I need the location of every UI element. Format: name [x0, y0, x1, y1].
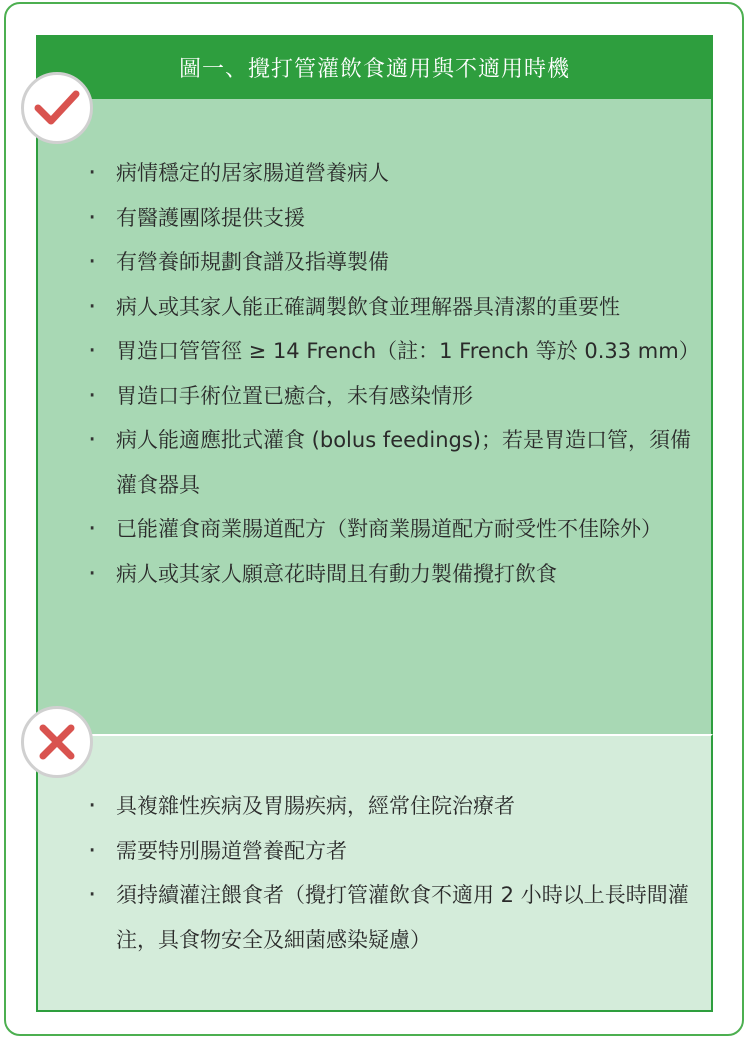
unsuitable-panel — [36, 734, 713, 1012]
list-item: · 病人能適應批式灌食 (bolus feedings)；若是胃造口管，須備灌食器具 — [38, 418, 711, 507]
unsuitable-list — [38, 784, 711, 962]
suitable-list — [38, 151, 711, 596]
list-item: · 胃造口管管徑 ≥ 14 French（註：1 French 等於 0.33 mm） — [38, 329, 711, 374]
list-item: · 胃造口手術位置已癒合，未有感染情形 — [38, 374, 711, 419]
check-mark-icon — [21, 72, 93, 144]
list-item: · 須持續灌注餵食者（攪打管灌飲食不適用 2 小時以上長時間灌注，具食物安全及細菌感染疑慮） — [38, 873, 711, 962]
list-item: · 有醫護團隊提供支援 — [38, 196, 711, 241]
suitable-panel — [36, 99, 713, 734]
list-item: · 病情穩定的居家腸道營養病人 — [38, 151, 711, 196]
list-item: · 有營養師規劃食譜及指導製備 — [38, 240, 711, 285]
list-item: · 病人或其家人能正確調製飲食並理解器具清潔的重要性 — [38, 285, 711, 330]
list-item: · 具複雜性疾病及胃腸疾病，經常住院治療者 — [38, 784, 711, 829]
figure-title: 圖一、攪打管灌飲食適用與不適用時機 — [178, 56, 570, 82]
list-item: · 病人或其家人願意花時間且有動力製備攪打飲食 — [38, 552, 711, 597]
list-item: · 需要特別腸道營養配方者 — [38, 829, 711, 874]
figure-title-bar — [36, 35, 713, 99]
list-item: · 已能灌食商業腸道配方（對商業腸道配方耐受性不佳除外） — [38, 507, 711, 552]
cross-mark-icon — [21, 706, 93, 778]
